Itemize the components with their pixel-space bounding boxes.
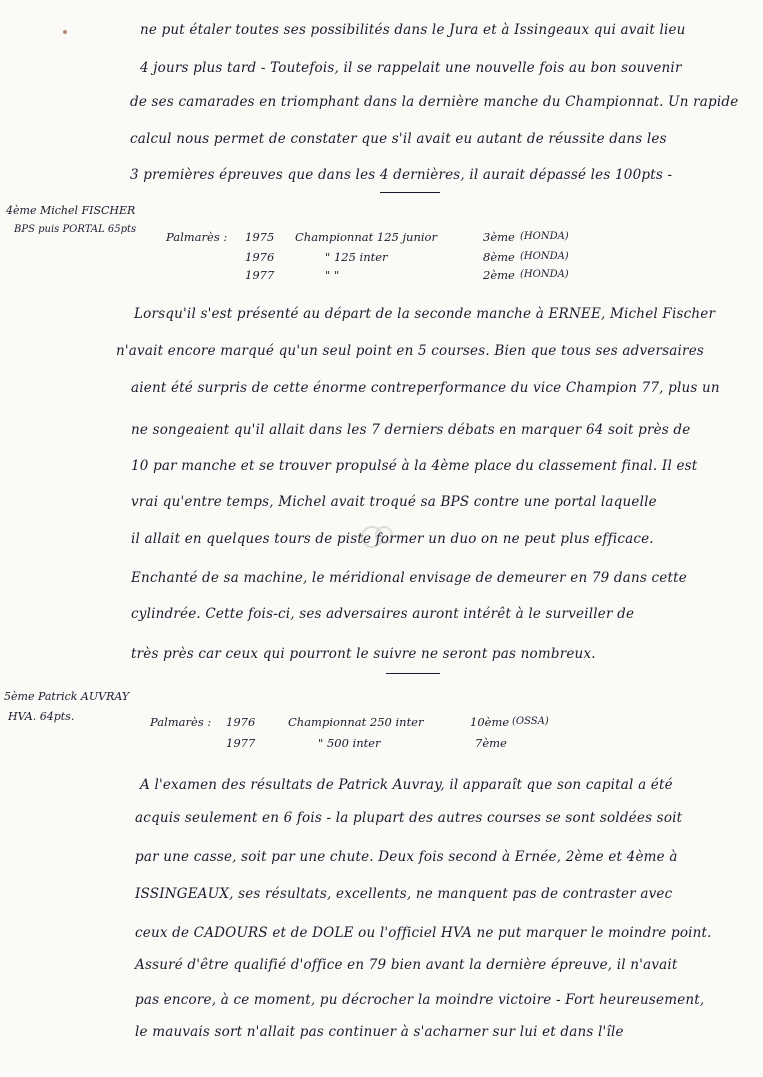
paragraph-3-line: ceux de CADOURS et de DOLE ou l'officiel HVA ne put marquer le moindre point. (135, 925, 712, 941)
palmares-brand: (HONDA) (520, 251, 569, 262)
paragraph-1-line: 3 premières épreuves que dans les 4 dernières, il aurait dépassé les 100pts - (130, 167, 673, 183)
palmares-place: 2ème (483, 268, 515, 282)
palmares-label: Palmarès : (150, 715, 212, 729)
rider-team-points: BPS puis PORTAL 65pts (14, 224, 137, 235)
paragraph-1-line: 4 jours plus tard - Toutefois, il se rappelait une nouvelle fois au bon souvenir (140, 60, 682, 76)
paragraph-2-line: cylindrée. Cette fois-ci, ses adversaires auront intérêt à le surveiller de (131, 606, 635, 622)
rider-rank-name: 4ème Michel FISCHER (6, 204, 136, 217)
paragraph-2-line: 10 par manche et se trouver propulsé à la 4ème place du classement final. Il est (131, 458, 698, 474)
paragraph-2-line: il allait en quelques tours de piste former un duo on ne peut plus efficace. (131, 531, 654, 547)
palmares-category: Championnat 250 inter (288, 715, 424, 729)
paragraph-3-line: A l'examen des résultats de Patrick Auvray, il apparaît que son capital a été (140, 777, 673, 793)
paragraph-2-line: Lorsqu'il s'est présenté au départ de la seconde manche à ERNEE, Michel Fischer (134, 306, 716, 322)
palmares-category: Championnat 125 junior (295, 230, 437, 244)
paragraph-2-line: n'avait encore marqué qu'un seul point en 5 courses. Bien que tous ses adversaires (116, 343, 705, 359)
ink-spot (63, 30, 67, 34)
palmares-brand: (HONDA) (520, 269, 569, 280)
paragraph-3-line: ISSINGEAUX, ses résultats, excellents, ne manquent pas de contraster avec (135, 886, 673, 902)
palmares-year: 1976 (245, 250, 275, 264)
paragraph-2-line: aient été surpris de cette énorme contreperformance du vice Champion 77, plus un (131, 380, 720, 396)
paragraph-3-line: Assuré d'être qualifié d'office en 79 bien avant la dernière épreuve, il n'avait (135, 957, 678, 973)
palmares-place: 8ème (483, 250, 515, 264)
watermark-logo (358, 523, 398, 551)
palmares-year: 1977 (245, 268, 275, 282)
palmares-place: 7ème (475, 736, 507, 750)
paragraph-2-line: vrai qu'entre temps, Michel avait troqué sa BPS contre une portal laquelle (131, 494, 657, 510)
paragraph-2-line: Enchanté de sa machine, le méridional envisage de demeurer en 79 dans cette (131, 570, 687, 586)
palmares-label: Palmarès : (166, 230, 228, 244)
palmares-place: 3ème (483, 230, 515, 244)
palmares-year: 1977 (226, 736, 256, 750)
paragraph-3-line: pas encore, à ce moment, pu décrocher la moindre victoire - Fort heureusement, (135, 992, 705, 1008)
palmares-year: 1976 (226, 715, 256, 729)
rider-team-points: HVA. 64pts. (8, 710, 75, 723)
paragraph-1-line: ne put étaler toutes ses possibilités dans le Jura et à Issingeaux qui avait lieu (140, 22, 686, 38)
paragraph-2-line: ne songeaient qu'il allait dans les 7 derniers débats en marquer 64 soit près de (131, 422, 691, 438)
paragraph-1-line: de ses camarades en triomphant dans la dernière manche du Championnat. Un rapide (130, 94, 739, 110)
palmares-year: 1975 (245, 230, 275, 244)
palmares-category: " 125 inter (325, 250, 388, 264)
palmares-category: " " (325, 268, 340, 282)
section-divider (380, 192, 440, 193)
palmares-brand: (OSSA) (512, 716, 549, 727)
paragraph-3-line: par une casse, soit par une chute. Deux fois second à Ernée, 2ème et 4ème à (135, 849, 678, 865)
paragraph-3-line: acquis seulement en 6 fois - la plupart des autres courses se sont soldées soit (135, 810, 683, 826)
paragraph-2-line: très près car ceux qui pourront le suivre ne seront pas nombreux. (131, 646, 596, 662)
rider-rank-name: 5ème Patrick AUVRAY (4, 690, 130, 703)
palmares-place: 10ème (470, 715, 510, 729)
palmares-category: " 500 inter (318, 736, 381, 750)
paragraph-3-line: le mauvais sort n'allait pas continuer à s'acharner sur lui et dans l'île (135, 1024, 624, 1040)
section-divider (386, 673, 440, 674)
palmares-brand: (HONDA) (520, 231, 569, 242)
paragraph-1-line: calcul nous permet de constater que s'il avait eu autant de réussite dans les (130, 131, 667, 147)
